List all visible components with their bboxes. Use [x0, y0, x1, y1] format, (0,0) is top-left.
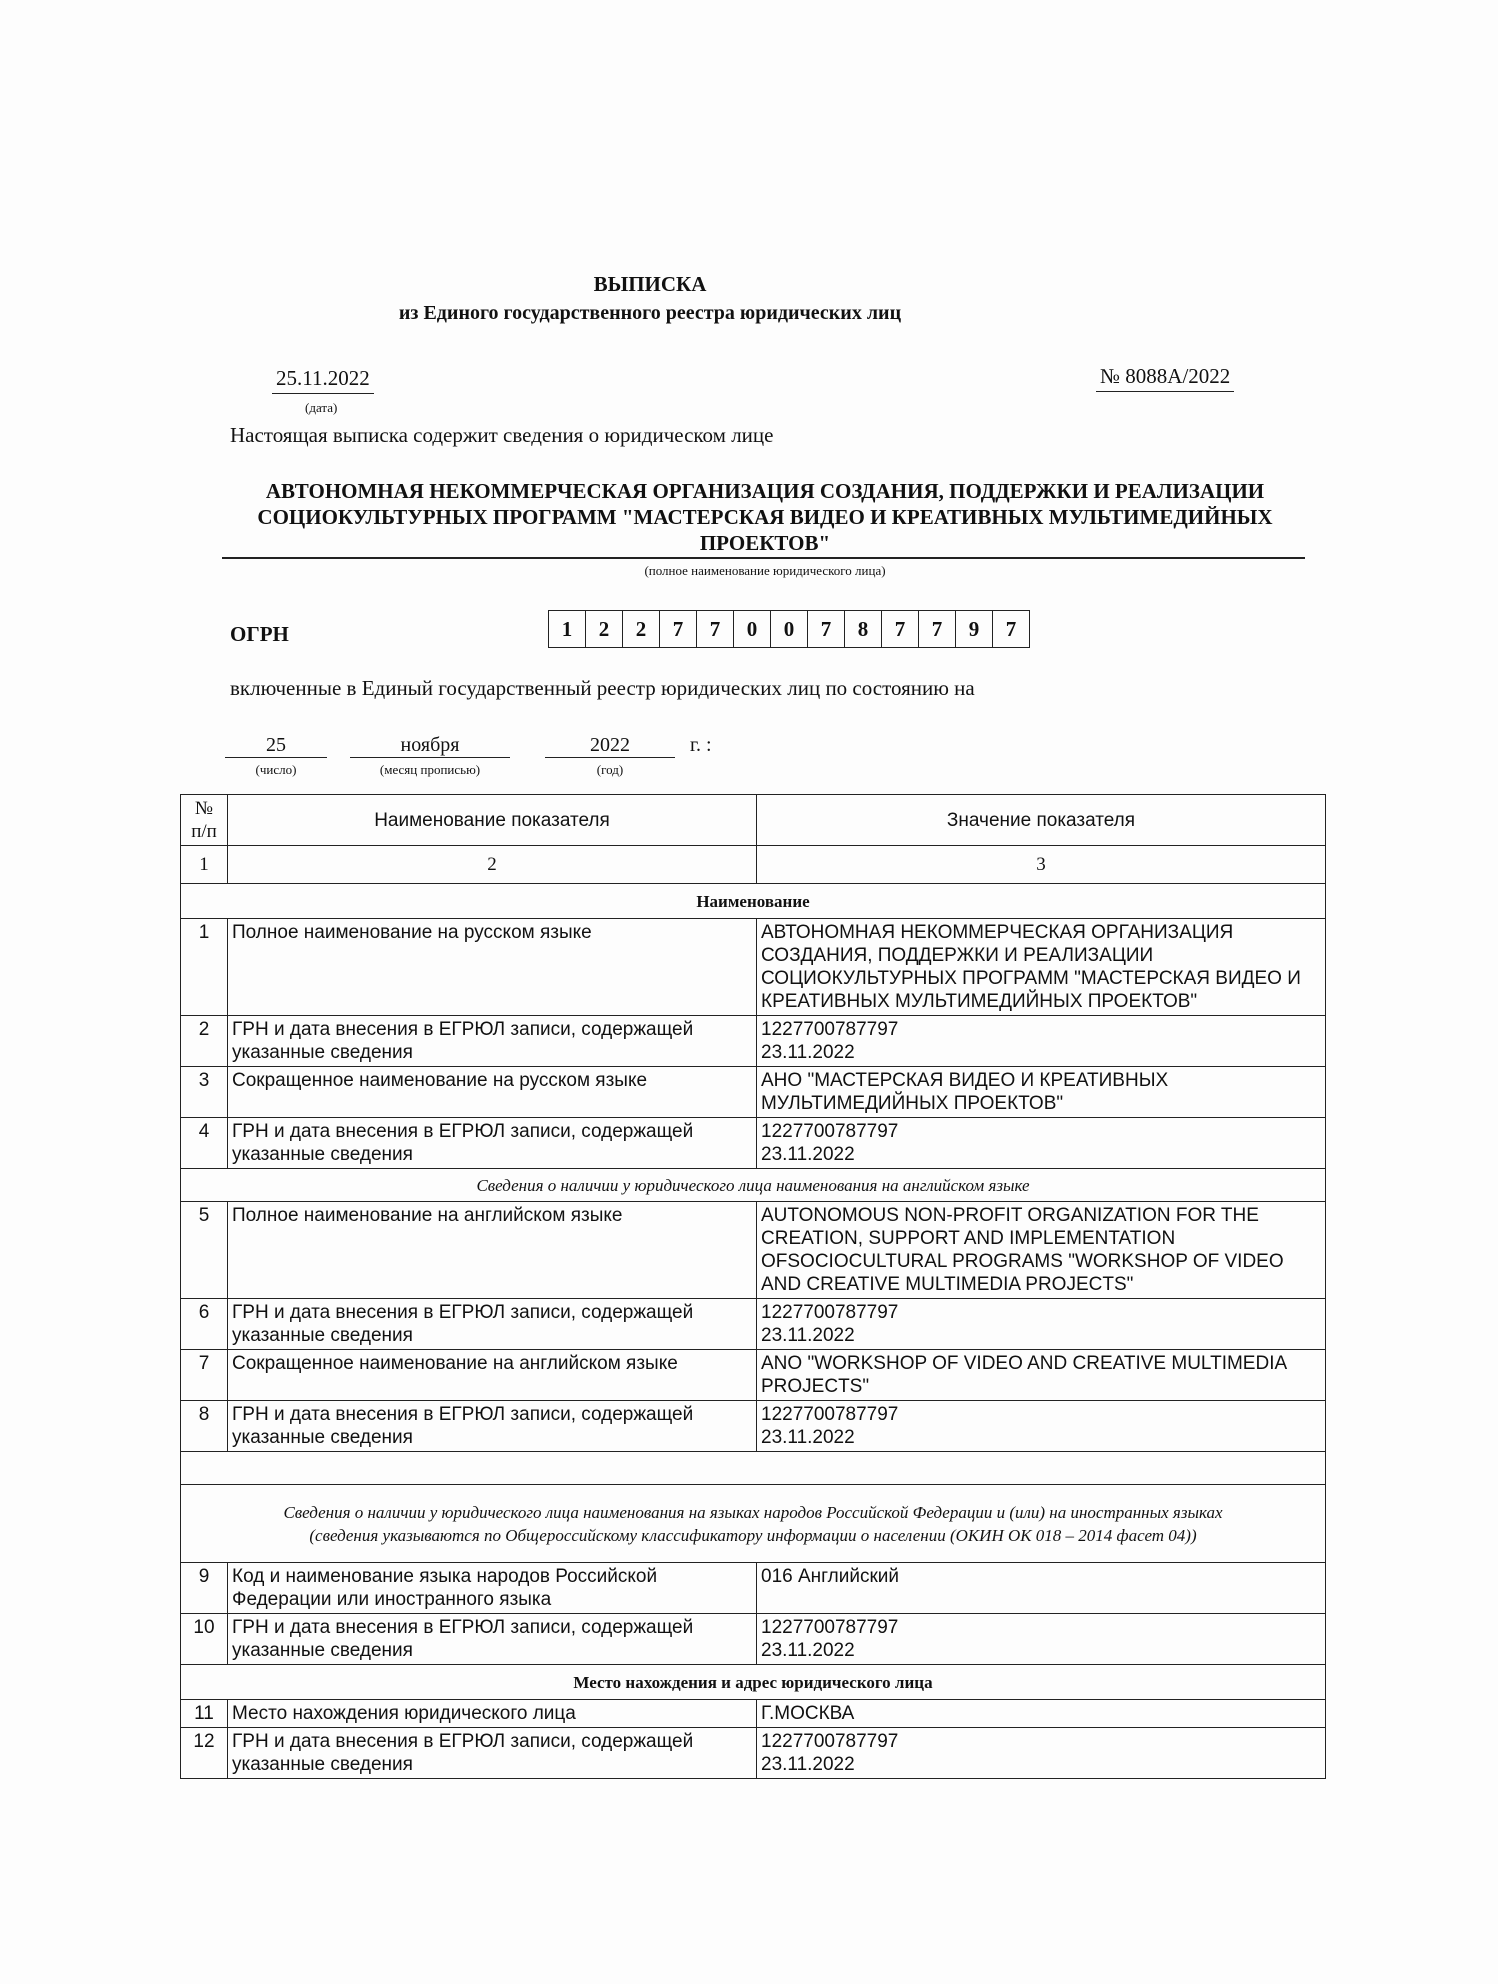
section-header — [181, 1665, 1326, 1700]
row-number: 10 — [181, 1614, 228, 1665]
indicator-value: 1227700787797 23.11.2022 — [757, 1401, 1326, 1452]
col-num-header: № п/п — [181, 795, 228, 846]
section-title: Сведения о наличии у юридического лица наименования на языках народов Российской Федерации и (или) на иностранных языках (сведения указываются по Общероссийскому классификатору информации о населении (ОКИН ОК 018 – 2014 фасет 04)) — [181, 1485, 1326, 1563]
extract-date: 25.11.2022 — [272, 366, 374, 394]
doc-subtitle: из Единого государственного реестра юридических лиц — [398, 302, 902, 324]
indicator-value: AUTONOMOUS NON-PROFIT ORGANIZATION FOR THE CREATION, SUPPORT AND IMPLEMENTATION OFSOCIOCULTURAL PROGRAMS "WORKSHOP OF VIDEO AND CREATIVE MULTIMEDIA PROJECTS" — [757, 1202, 1326, 1299]
indicator-value: АНО "МАСТЕРСКАЯ ВИДЕО И КРЕАТИВНЫХ МУЛЬТИМЕДИЙНЫХ ПРОЕКТОВ" — [757, 1067, 1326, 1118]
day-value: 25 — [225, 734, 327, 758]
year-caption: (год) — [596, 762, 624, 777]
section-title — [181, 1452, 1326, 1485]
month-value: ноября — [350, 734, 510, 758]
col-name-header: Наименование показателя — [228, 795, 757, 846]
row-number: 9 — [181, 1563, 228, 1614]
col-index: 2 — [228, 846, 757, 884]
table-row — [181, 1563, 1326, 1614]
table-row — [181, 1614, 1326, 1665]
ogrn-boxes — [548, 610, 1030, 648]
indicator-value: АВТОНОМНАЯ НЕКОММЕРЧЕСКАЯ ОРГАНИЗАЦИЯ СОЗДАНИЯ, ПОДДЕРЖКИ И РЕАЛИЗАЦИИ СОЦИОКУЛЬТУРНЫХ ПРОГРАММ "МАСТЕРСКАЯ ВИДЕО И КРЕАТИВНЫХ МУЛЬТИМЕДИЙНЫХ ПРОЕКТОВ" — [757, 919, 1326, 1016]
intro-text: Настоящая выписка содержит сведения о юридическом лице — [230, 423, 774, 447]
table-row — [181, 1700, 1326, 1728]
year-suffix: г. : — [690, 734, 712, 756]
indicator-name: Сокращенное наименование на английском языке — [228, 1350, 757, 1401]
indicator-value: 1227700787797 23.11.2022 — [757, 1299, 1326, 1350]
row-number: 3 — [181, 1067, 228, 1118]
ogrn-digit: 2 — [623, 611, 660, 647]
row-number: 8 — [181, 1401, 228, 1452]
indicator-name: Полное наименование на русском языке — [228, 919, 757, 1016]
row-number: 1 — [181, 919, 228, 1016]
ogrn-digit: 7 — [808, 611, 845, 647]
indicator-value: 1227700787797 23.11.2022 — [757, 1614, 1326, 1665]
doc-title: ВЫПИСКА — [593, 272, 707, 296]
ogrn-digit: 7 — [882, 611, 919, 647]
ogrn-digit: 2 — [586, 611, 623, 647]
org-full-name: АВТОНОМНАЯ НЕКОММЕРЧЕСКАЯ ОРГАНИЗАЦИЯ СОЗДАНИЯ, ПОДДЕРЖКИ И РЕАЛИЗАЦИИ СОЦИОКУЛЬТУРНЫХ ПРОГРАММ "МАСТЕРСКАЯ ВИДЕО И КРЕАТИВНЫХ МУЛЬТИМЕДИЙНЫХ ПРОЕКТОВ" — [257, 479, 1273, 555]
section-title: Наименование — [181, 884, 1326, 919]
col-index: 1 — [181, 846, 228, 884]
day-caption: (число) — [255, 762, 297, 777]
indicator-name: ГРН и дата внесения в ЕГРЮЛ записи, содержащей указанные сведения — [228, 1401, 757, 1452]
row-number: 11 — [181, 1700, 228, 1728]
row-number: 5 — [181, 1202, 228, 1299]
section-header — [181, 1169, 1326, 1202]
col-value-header: Значение показателя — [757, 795, 1326, 846]
row-number: 12 — [181, 1728, 228, 1779]
section-title: Место нахождения и адрес юридического лица — [181, 1665, 1326, 1700]
indicator-name: ГРН и дата внесения в ЕГРЮЛ записи, содержащей указанные сведения — [228, 1614, 757, 1665]
indicator-name: Место нахождения юридического лица — [228, 1700, 757, 1728]
org-name-caption: (полное наименование юридического лица) — [644, 563, 886, 578]
date-caption: (дата) — [305, 400, 338, 415]
indicator-name: Сокращенное наименование на русском языке — [228, 1067, 757, 1118]
registry-table — [180, 794, 1326, 1779]
table-row — [181, 919, 1326, 1016]
section-header — [181, 884, 1326, 919]
table-row — [181, 1728, 1326, 1779]
extract-number: № 8088А/2022 — [1096, 364, 1234, 392]
indicator-value: 1227700787797 23.11.2022 — [757, 1016, 1326, 1067]
indicator-value: 1227700787797 23.11.2022 — [757, 1728, 1326, 1779]
table-row — [181, 1299, 1326, 1350]
year-value: 2022 — [545, 734, 675, 758]
table-row — [181, 1401, 1326, 1452]
indicator-name: ГРН и дата внесения в ЕГРЮЛ записи, содержащей указанные сведения — [228, 1118, 757, 1169]
indicator-value: ANO "WORKSHOP OF VIDEO AND CREATIVE MULTIMEDIA PROJECTS" — [757, 1350, 1326, 1401]
ogrn-label: ОГРН — [230, 622, 289, 646]
indicator-name: ГРН и дата внесения в ЕГРЮЛ записи, содержащей указанные сведения — [228, 1016, 757, 1067]
month-caption: (месяц прописью) — [379, 762, 481, 777]
indicator-value: 1227700787797 23.11.2022 — [757, 1118, 1326, 1169]
table-row — [181, 1016, 1326, 1067]
ogrn-digit: 7 — [1005, 616, 1017, 641]
row-number: 7 — [181, 1350, 228, 1401]
indicator-name: ГРН и дата внесения в ЕГРЮЛ записи, содержащей указанные сведения — [228, 1299, 757, 1350]
org-name-underline — [222, 557, 1305, 559]
ogrn-digit: 7 — [919, 611, 956, 647]
row-number: 6 — [181, 1299, 228, 1350]
ogrn-digit: 7 — [697, 611, 734, 647]
ogrn-digit: 1 — [549, 611, 586, 647]
indicator-name: ГРН и дата внесения в ЕГРЮЛ записи, содержащей указанные сведения — [228, 1728, 757, 1779]
ogrn-digit: 7 — [660, 611, 697, 647]
section-title: Сведения о наличии у юридического лица наименования на английском языке — [181, 1169, 1326, 1202]
indicator-name: Полное наименование на английском языке — [228, 1202, 757, 1299]
ogrn-digit: 0 — [771, 611, 808, 647]
indicator-name: Код и наименование языка народов Российской Федерации или иностранного языка — [228, 1563, 757, 1614]
row-number: 2 — [181, 1016, 228, 1067]
col-index: 3 — [757, 846, 1326, 884]
row-number: 4 — [181, 1118, 228, 1169]
ogrn-digit: 9 — [956, 611, 993, 647]
table-row — [181, 1118, 1326, 1169]
indicator-value: 016 Английский — [757, 1563, 1326, 1614]
section-header — [181, 1485, 1326, 1563]
indicator-value: Г.МОСКВА — [757, 1700, 1326, 1728]
table-row — [181, 1202, 1326, 1299]
table-row — [181, 1067, 1326, 1118]
table-row — [181, 1350, 1326, 1401]
ogrn-digit: 8 — [845, 611, 882, 647]
ogrn-digit: 0 — [734, 611, 771, 647]
section-header — [181, 1452, 1326, 1485]
included-text: включенные в Единый государственный реестр юридических лиц по состоянию на — [230, 676, 975, 700]
